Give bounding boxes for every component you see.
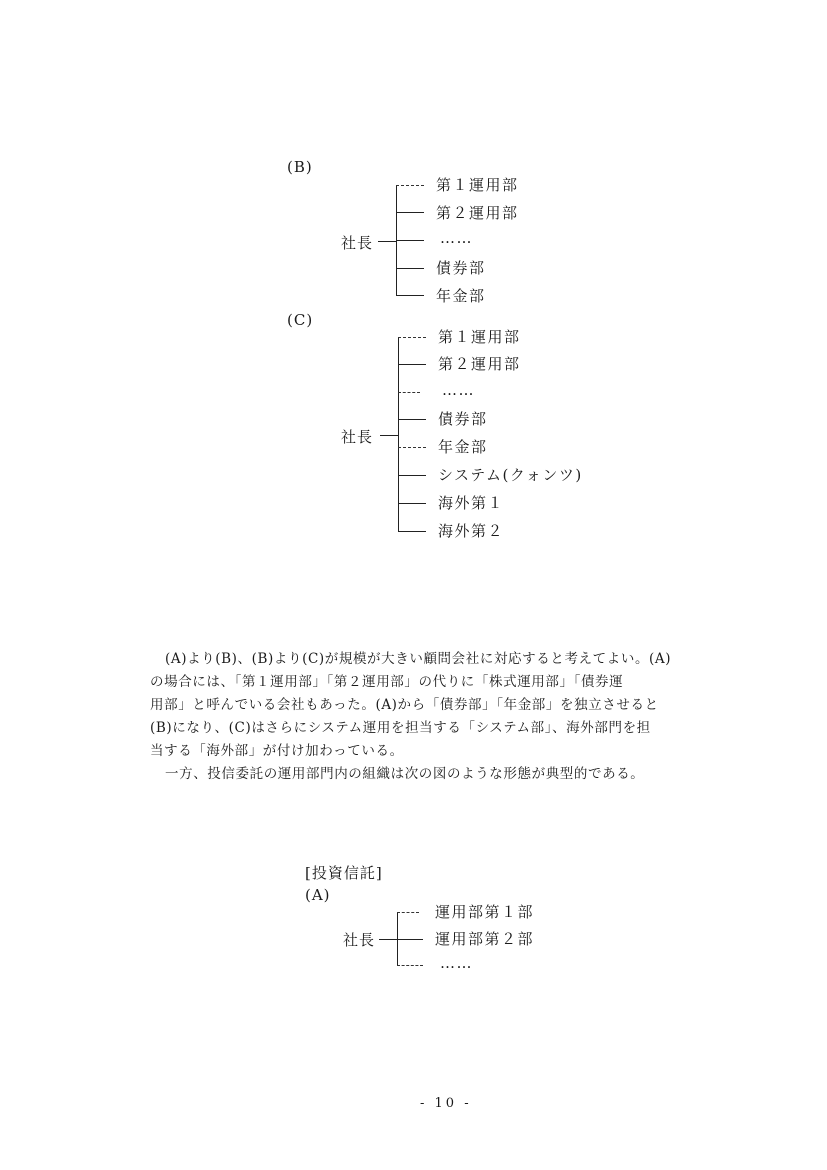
org-c-dept-2: 第２運用部: [438, 355, 521, 373]
org-c-dept-overseas-1: 海外第１: [438, 494, 505, 512]
paragraph-line: (A)より(B)、(B)より(C)が規模が大きい顧問会社に対応すると考えてよい。(A): [165, 651, 672, 667]
invest-dept-ellipsis: ……: [440, 954, 473, 972]
paragraph-line: (B)になり、(C)はさらにシステム運用を担当する「システム部」、海外部門を担: [150, 720, 651, 736]
paragraph-line: 用部」と呼んでいる会社もあった。(A)から「債券部」「年金部」を独立させると: [150, 697, 659, 713]
org-c-dept-system: システム(クォンツ): [438, 466, 583, 484]
invest-dept-1: 運用部第１部: [435, 903, 535, 921]
org-b-dept-1: 第１運用部: [436, 176, 519, 194]
org-c-root-president: 社長: [341, 428, 374, 446]
invest-root-president: 社長: [343, 931, 376, 949]
paragraph-line: の場合には、「第１運用部」「第２運用部」の代りに「株式運用部」「債券運: [150, 674, 624, 690]
org-c-dept-overseas-2: 海外第２: [438, 522, 505, 540]
org-b-root-president: 社長: [341, 234, 374, 252]
org-c-dept-pension: 年金部: [438, 438, 488, 456]
org-c-label: (C): [287, 311, 314, 329]
invest-heading: [投資信託]: [305, 864, 383, 882]
org-c-dept-1: 第１運用部: [438, 328, 521, 346]
paragraph-line: 当する「海外部」が付け加わっている。: [150, 743, 404, 759]
org-c-dept-ellipsis: ……: [442, 381, 475, 399]
paragraph-line: 一方、投信委託の運用部門内の組織は次の図のような形態が典型的である。: [165, 766, 645, 782]
org-b-dept-ellipsis: ……: [440, 229, 473, 247]
org-c-dept-bond: 債券部: [438, 410, 488, 428]
invest-label: (A): [305, 886, 331, 904]
org-b-dept-bond: 債券部: [436, 259, 486, 277]
org-b-label: (B): [287, 158, 313, 176]
org-b-dept-2: 第２運用部: [436, 204, 519, 222]
invest-dept-2: 運用部第２部: [435, 930, 535, 948]
org-b-dept-pension: 年金部: [436, 287, 486, 305]
page-number: - 10 -: [420, 1096, 472, 1111]
